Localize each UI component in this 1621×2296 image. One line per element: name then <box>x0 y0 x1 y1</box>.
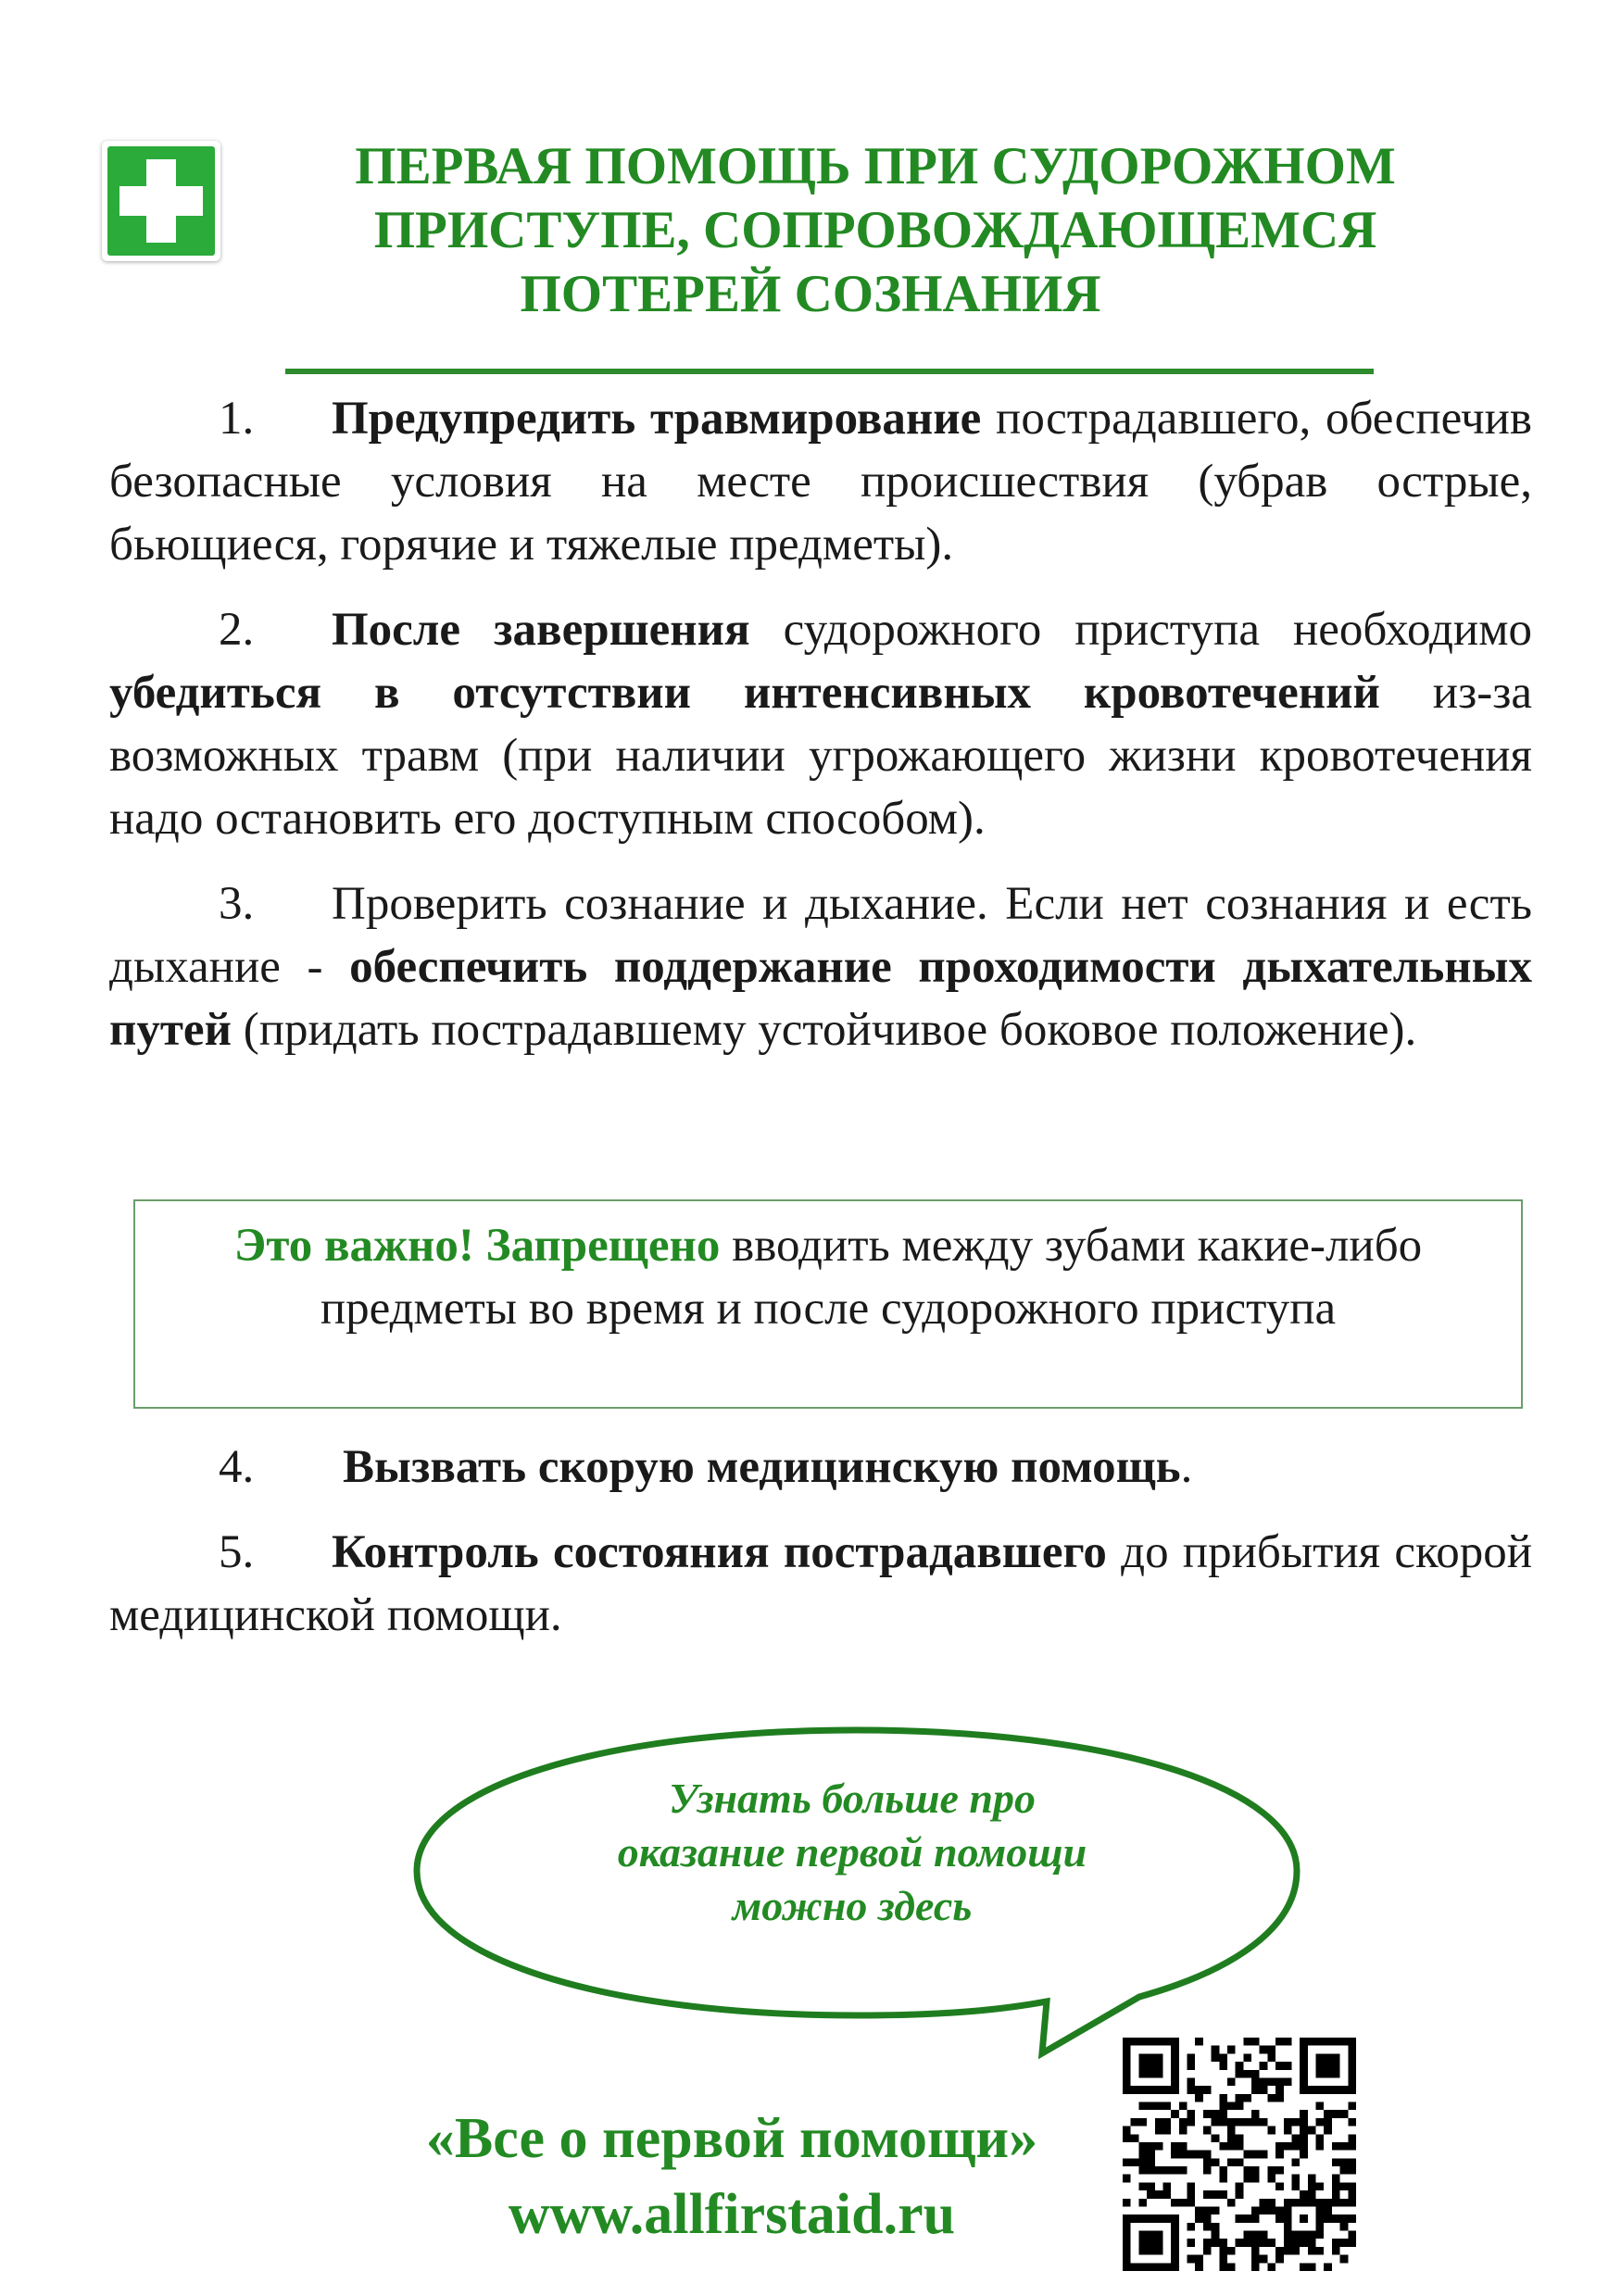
footer-branding <box>315 2101 1149 2252</box>
step-text: (придать пострадавшему устойчивое боковое положение). <box>231 1004 1417 1056</box>
step-number: 2. <box>219 604 255 656</box>
step-emphasis: убедиться в отсутствии интенсивных кровотечений <box>109 667 1380 719</box>
step-2 <box>109 598 1532 850</box>
page-title <box>306 134 1445 326</box>
step-3 <box>109 872 1532 1061</box>
step-number: 1. <box>219 393 255 445</box>
site-url-link[interactable]: www.allfirstaid.ru <box>508 2183 956 2246</box>
step-text: Проверить сознание и дыхание. Если нет сознания и есть дыхание - <box>109 878 1532 993</box>
step-text: из-за возможных травм (при наличии угрожающего жизни кровотечения надо остановить его доступным способом). <box>109 667 1532 845</box>
title-line-1: ПЕРВАЯ ПОМОЩЬ ПРИ СУДОРОЖНОМ <box>355 137 1396 195</box>
step-text: судорожного приступа необходимо <box>749 604 1532 656</box>
callout-line: можно здесь <box>732 1882 973 1929</box>
step-4 <box>109 1436 1532 1499</box>
site-name: «Все о первой помощи» <box>425 2107 1038 2170</box>
title-line-2: ПРИСТУПЕ, СОПРОВОЖДАЮЩЕМСЯ <box>373 201 1377 259</box>
step-5 <box>109 1521 1532 1647</box>
first-aid-cross-icon <box>102 141 220 261</box>
step-emphasis: Предупредить травмирование <box>332 393 982 445</box>
step-1 <box>109 387 1532 576</box>
warning-text: вводить между зубами какие-либо предметы во время и после судорожного приступа <box>320 1220 1423 1335</box>
callout-text <box>537 1772 1167 1933</box>
warning-notice <box>133 1199 1523 1409</box>
qr-code-icon[interactable] <box>1123 2038 1356 2271</box>
step-emphasis: Контроль состояния пострадавшего <box>332 1526 1107 1578</box>
step-number: 5. <box>219 1526 255 1578</box>
title-divider <box>285 369 1374 374</box>
step-text: пострадавшего, обеспечив безопасные условия на месте происшествия (убрав острые, бьющиеся, горячие и тяжелые предметы). <box>109 393 1533 571</box>
step-number: 3. <box>219 878 255 930</box>
step-emphasis: После завершения <box>332 604 750 656</box>
step-text: . <box>1180 1441 1193 1493</box>
step-emphasis: Вызвать скорую медицинскую помощь <box>343 1441 1181 1493</box>
step-text: до прибытия скорой медицинской помощи. <box>109 1526 1533 1641</box>
step-emphasis: обеспечить поддержание проходимости дыхательных путей <box>109 941 1533 1056</box>
warning-label: Это важно! Запрещено <box>233 1220 721 1272</box>
step-number: 4. <box>219 1441 255 1493</box>
instructions-list-continued <box>109 1436 1532 1669</box>
instructions-list <box>109 387 1532 1084</box>
title-line-3: ПОТЕРЕЙ СОЗНАНИЯ <box>520 265 1101 323</box>
callout-line: Узнать больше про <box>668 1775 1037 1822</box>
callout-line: оказание первой помощи <box>617 1828 1087 1876</box>
